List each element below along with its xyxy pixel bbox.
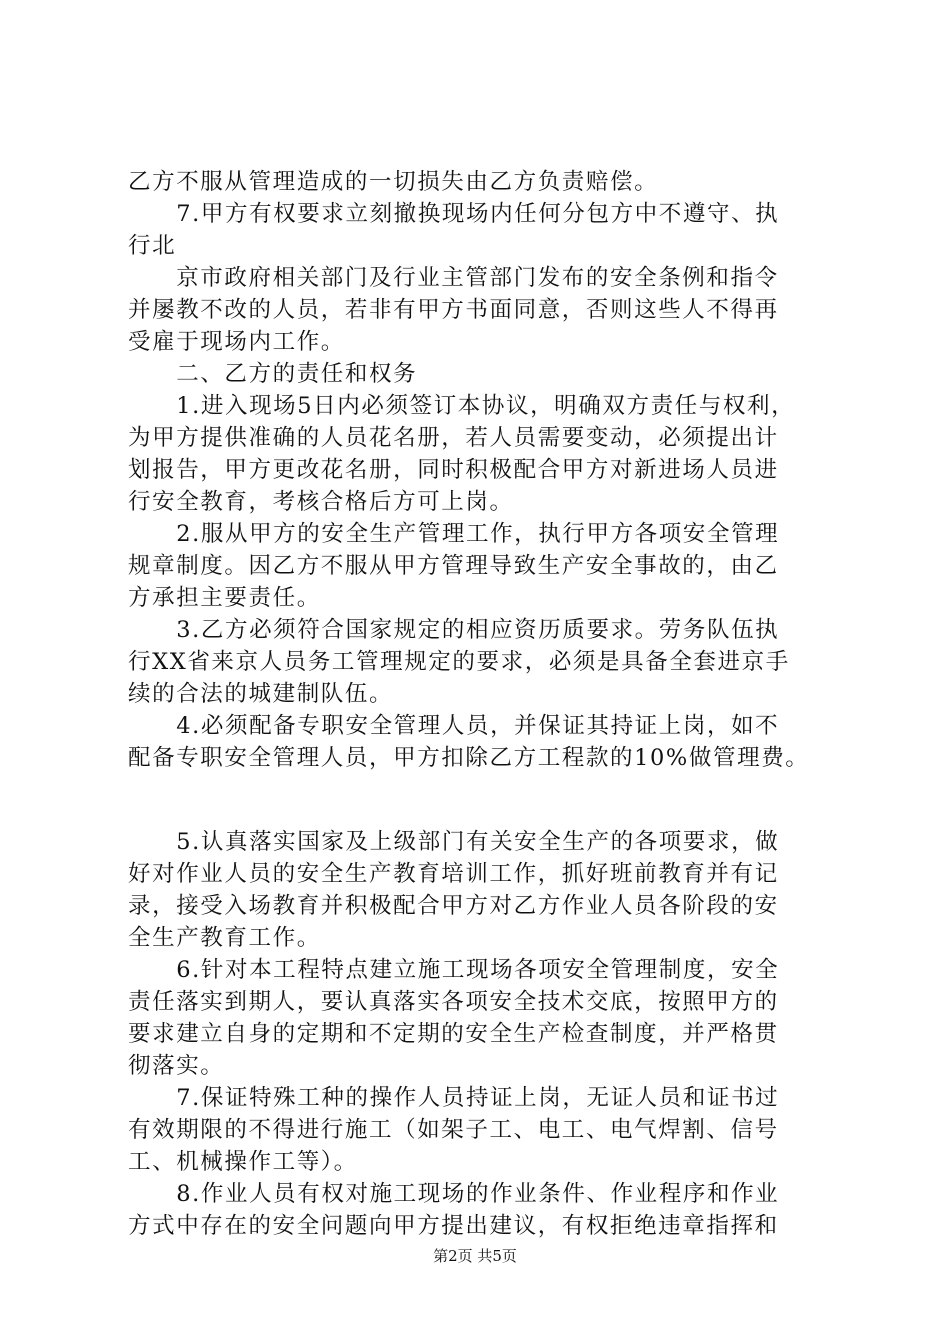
text-line: 3.乙方必须符合国家规定的相应资历质要求。劳务队伍执 xyxy=(128,617,780,643)
text-line: 行XX省来京人员务工管理规定的要求，必须是具备全套进京手 xyxy=(128,649,790,675)
text-line: 续的合法的城建制队伍。 xyxy=(128,681,394,707)
text-line: 好对作业人员的安全生产教育培训工作，抓好班前教育并有记 xyxy=(128,861,779,887)
text-line: 录，接受入场教育并积极配合甲方对乙方作业人员各阶段的安 xyxy=(128,893,779,919)
text-line: 7.甲方有权要求立刻撤换现场内任何分包方中不遵守、执 xyxy=(128,201,780,227)
text-line: 6.针对本工程特点建立施工现场各项安全管理制度，安全 xyxy=(128,957,780,983)
text-line: 划报告，甲方更改花名册，同时积极配合甲方对新进场人员进 xyxy=(128,457,779,483)
text-line: 行北 xyxy=(128,233,177,259)
text-line: 乙方不服从管理造成的一切损失由乙方负责赔偿。 xyxy=(128,169,659,195)
text-line: 配备专职安全管理人员，甲方扣除乙方工程款的10%做管理费。 xyxy=(128,745,810,771)
text-line: 为甲方提供准确的人员花名册，若人员需要变动，必须提出计 xyxy=(128,425,779,451)
text-line: 彻落实。 xyxy=(128,1053,225,1079)
text-line: 有效期限的不得进行施工（如架子工、电工、电气焊割、信号 xyxy=(128,1117,779,1143)
text-line: 7.保证特殊工种的操作人员持证上岗，无证人员和证书过 xyxy=(128,1085,780,1111)
text-line: 京市政府相关部门及行业主管部门发布的安全条例和指令 xyxy=(128,265,779,291)
text-line: 方承担主要责任。 xyxy=(128,585,321,611)
text-line: 工、机械操作工等）。 xyxy=(128,1149,358,1175)
text-line: 方式中存在的安全问题向甲方提出建议，有权拒绝违章指挥和 xyxy=(128,1213,779,1239)
text-line: 5.认真落实国家及上级部门有关安全生产的各项要求，做 xyxy=(128,829,780,855)
text-line: 要求建立自身的定期和不定期的安全生产检查制度，并严格贯 xyxy=(128,1021,779,1047)
text-line: 4.必须配备专职安全管理人员，并保证其持证上岗，如不 xyxy=(128,713,780,739)
text-line: 1.进入现场5日内必须签订本协议，明确双方责任与权利， xyxy=(128,393,796,419)
text-line: 规章制度。因乙方不服从甲方管理导致生产安全事故的，由乙 xyxy=(128,553,779,579)
paragraph-gap xyxy=(128,774,838,826)
page-number: 第2页 共5页 xyxy=(433,1247,517,1265)
section-heading: 二、乙方的责任和权务 xyxy=(128,361,418,387)
text-line: 责任落实到期人，要认真落实各项安全技术交底，按照甲方的 xyxy=(128,989,779,1015)
document-body xyxy=(128,166,838,1242)
text-line: 2.服从甲方的安全生产管理工作，执行甲方各项安全管理 xyxy=(128,521,780,547)
text-line: 并屡教不改的人员，若非有甲方书面同意，否则这些人不得再 xyxy=(128,297,779,323)
text-line: 受雇于现场内工作。 xyxy=(128,329,345,355)
text-line: 全生产教育工作。 xyxy=(128,925,321,951)
text-line: 8.作业人员有权对施工现场的作业条件、作业程序和作业 xyxy=(128,1181,780,1207)
text-line: 行安全教育，考核合格后方可上岗。 xyxy=(128,489,514,515)
